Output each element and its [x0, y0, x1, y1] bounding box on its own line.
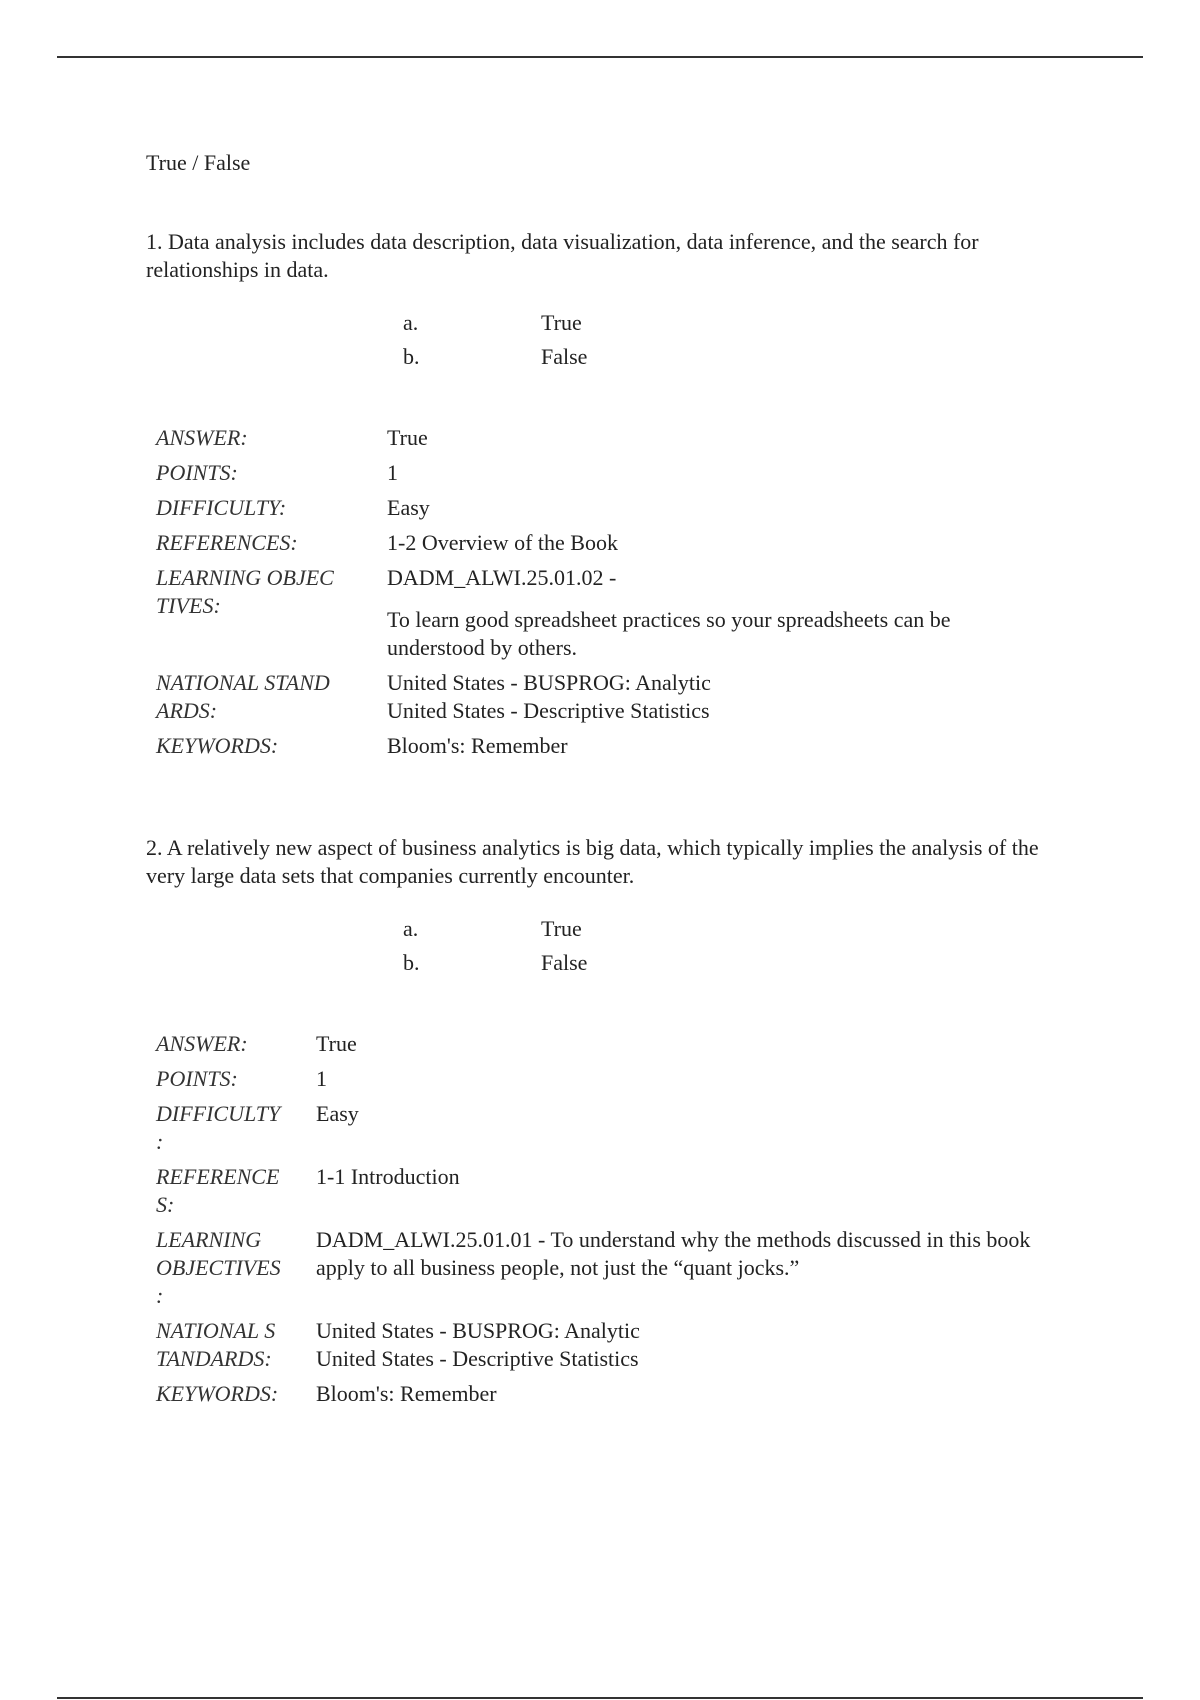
- difficulty-label: [156, 1100, 316, 1156]
- choice-text: True: [541, 916, 582, 941]
- keywords-label: KEYWORDS:: [156, 1381, 279, 1406]
- answer-row: [156, 424, 1027, 452]
- standards-value: [316, 1317, 1056, 1373]
- standards-row: [156, 669, 1027, 725]
- standards-line: United States - BUSPROG: Analytic: [316, 1318, 640, 1343]
- choice-letter: a.: [403, 916, 419, 941]
- question-1-text: 1. Data analysis includes data description, data visualization, data inference, and the search for relationships in data.: [146, 229, 979, 282]
- standards-label-line: NATIONAL STAND: [156, 670, 330, 695]
- answer-label: ANSWER:: [156, 425, 248, 450]
- objectives-row: [156, 1226, 1056, 1310]
- standards-line: United States - Descriptive Statistics: [387, 698, 710, 723]
- standards-label: [156, 1317, 316, 1373]
- points-label: POINTS:: [156, 1066, 238, 1091]
- question-2-metadata: [156, 1030, 1056, 1415]
- keywords-label: KEYWORDS:: [156, 733, 279, 758]
- objectives-value: [387, 564, 1027, 662]
- references-value: 1-2 Overview of the Book: [387, 530, 618, 555]
- objectives-label-line: LEARNING OBJEC: [156, 565, 334, 590]
- difficulty-row: [156, 494, 1027, 522]
- points-label: POINTS:: [156, 460, 238, 485]
- question-2-text: 2. A relatively new aspect of business analytics is big data, which typically implies the analysis of the very large data sets that companies currently encounter.: [146, 835, 1039, 888]
- answer-label: ANSWER:: [156, 1031, 248, 1056]
- choice-text: False: [541, 950, 588, 975]
- standards-line: United States - BUSPROG: Analytic: [387, 670, 711, 695]
- answer-value: True: [316, 1031, 357, 1056]
- standards-label: [156, 669, 387, 725]
- objectives-label-line: TIVES:: [156, 593, 221, 618]
- references-label: [156, 1163, 316, 1219]
- choice-b: [403, 946, 587, 980]
- question-1-metadata: [156, 424, 1027, 767]
- difficulty-label-line: :: [156, 1129, 164, 1154]
- choice-letter: a.: [403, 310, 419, 335]
- references-label-line: S:: [156, 1192, 175, 1217]
- references-value: 1-1 Introduction: [316, 1164, 460, 1189]
- keywords-value: Bloom's: Remember: [387, 733, 568, 758]
- choice-a: [403, 306, 587, 340]
- points-value: 1: [387, 460, 398, 485]
- difficulty-label: DIFFICULTY:: [156, 495, 287, 520]
- answer-value: True: [387, 425, 428, 450]
- question-1-choices: [403, 306, 587, 374]
- objectives-label-line: LEARNING: [156, 1227, 262, 1252]
- question-2-choices: [403, 912, 587, 980]
- references-row: [156, 1163, 1056, 1219]
- points-value: 1: [316, 1066, 327, 1091]
- standards-label-line: NATIONAL S: [156, 1318, 276, 1343]
- references-label: REFERENCES:: [156, 530, 298, 555]
- top-rule: [57, 56, 1143, 58]
- objectives-line: To learn good spreadsheet practices so your spreadsheets can be understood by others.: [387, 607, 951, 660]
- answer-row: [156, 1030, 1056, 1058]
- objectives-label-line: OBJECTIVES: [156, 1255, 281, 1280]
- choice-b: [403, 340, 587, 374]
- standards-value: [387, 669, 1027, 725]
- references-row: [156, 529, 1027, 557]
- bottom-rule: [57, 1697, 1143, 1699]
- objectives-line: DADM_ALWI.25.01.02 -: [387, 565, 617, 590]
- standards-label-line: TANDARDS:: [156, 1346, 272, 1371]
- objectives-value: DADM_ALWI.25.01.01 - To understand why the methods discussed in this book apply to all business people, not just the “quant jocks.”: [316, 1227, 1031, 1280]
- choice-letter: b.: [403, 344, 420, 369]
- objectives-row: [156, 564, 1027, 662]
- objectives-label: [156, 564, 387, 662]
- choice-a: [403, 912, 587, 946]
- choice-text: True: [541, 310, 582, 335]
- points-row: [156, 1065, 1056, 1093]
- section-title: True / False: [146, 150, 251, 175]
- choice-text: False: [541, 344, 588, 369]
- difficulty-value: Easy: [316, 1101, 359, 1126]
- keywords-value: Bloom's: Remember: [316, 1381, 497, 1406]
- difficulty-row: [156, 1100, 1056, 1156]
- difficulty-label-line: DIFFICULTY: [156, 1101, 281, 1126]
- standards-label-line: ARDS:: [156, 698, 218, 723]
- references-label-line: REFERENCE: [156, 1164, 280, 1189]
- standards-line: United States - Descriptive Statistics: [316, 1346, 639, 1371]
- keywords-row: [156, 1380, 1056, 1408]
- keywords-row: [156, 732, 1027, 760]
- objectives-label-line: :: [156, 1283, 164, 1308]
- standards-row: [156, 1317, 1056, 1373]
- objectives-label: [156, 1226, 316, 1310]
- difficulty-value: Easy: [387, 495, 430, 520]
- choice-letter: b.: [403, 950, 420, 975]
- points-row: [156, 459, 1027, 487]
